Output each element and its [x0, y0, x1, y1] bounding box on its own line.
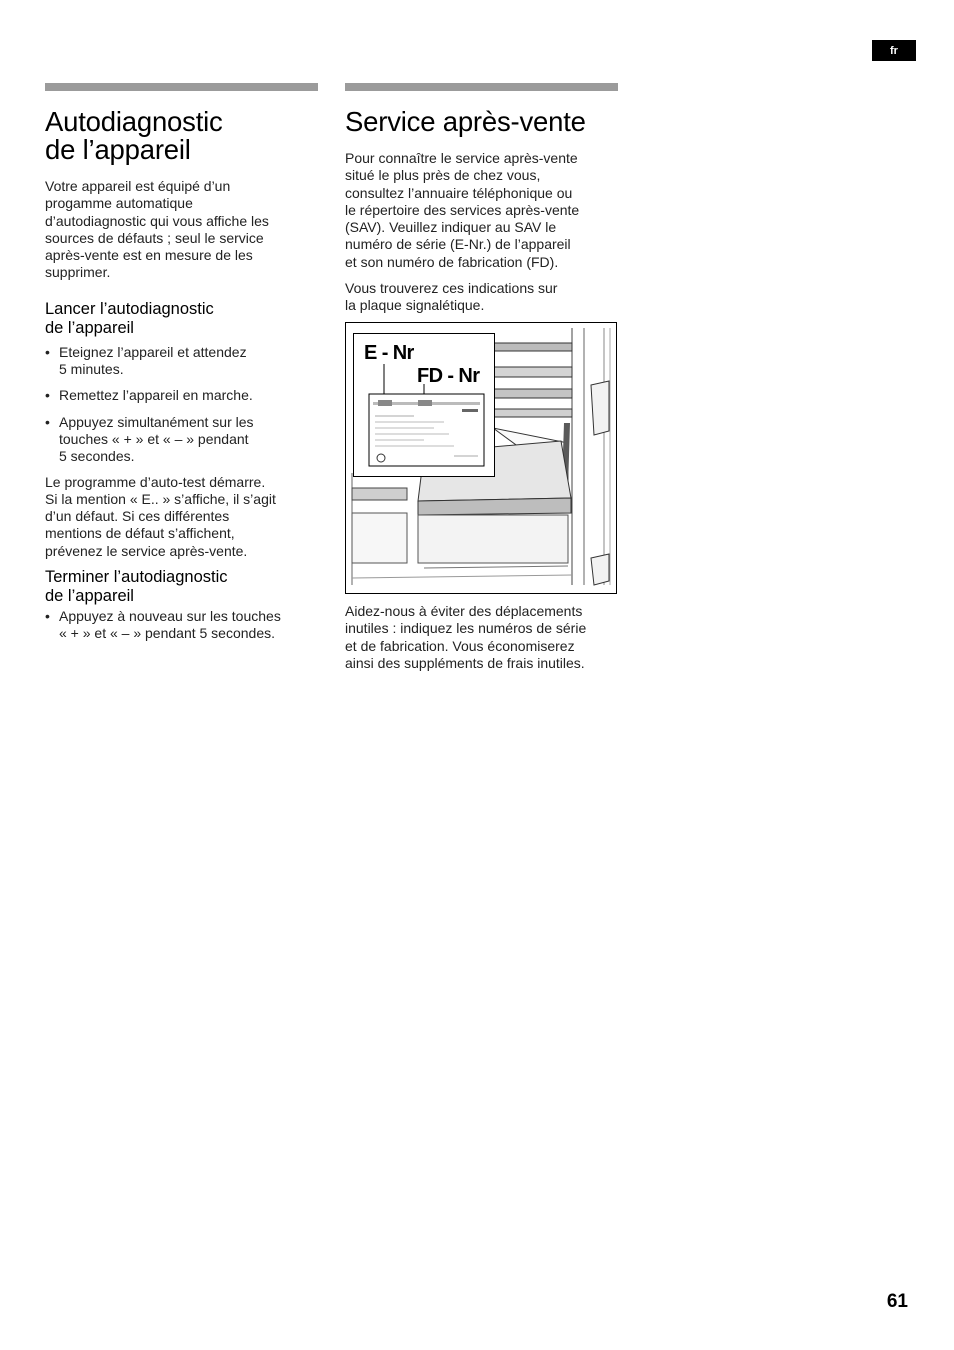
left-column: [45, 83, 318, 643]
e-nr-label: E - Nr: [364, 342, 414, 364]
list-item: • Remettez l’appareil en marche.: [45, 387, 253, 404]
result-paragraph: Le programme d’auto-test démarre. Si la mention « E.. » s’affiche, il s’agit d’un défaut. Si ces différentes mentions de défaut s’affichent, prévenez le service après-vente.: [45, 473, 276, 559]
left-title-line2: de l’appareil: [45, 134, 191, 165]
left-title-line1: Autodiagnostic: [45, 106, 223, 137]
section-heading-finish: Terminer l’autodiagnostic de l’appareil: [45, 568, 228, 606]
left-title: [45, 108, 318, 164]
closing-paragraph: Aidez-nous à éviter des déplacements inutiles : indiquez les numéros de série et de fabrication. Vous économiserez ainsi des suppléments de frais inutiles.: [345, 603, 587, 671]
right-title: Service après-vente: [345, 106, 586, 137]
list-item: • Eteignez l’appareil et attendez 5 minutes.: [45, 343, 247, 378]
right-column: [345, 83, 618, 315]
section-heading-start: Lancer l’autodiagnostic de l’appareil: [45, 299, 214, 337]
list-item: • Appuyez à nouveau sur les touches « + » et « – » pendant 5 secondes.: [45, 608, 281, 642]
language-badge: fr: [872, 40, 916, 61]
section-divider-bar: [345, 83, 618, 91]
rating-plate-drawing: [354, 334, 494, 476]
page-number: 61: [886, 1291, 908, 1312]
service-intro-paragraph: Pour connaître le service après-vente situé le plus près de chez vous, consultez l’annuaire téléphonique ou le répertoire des services après-vente (SAV). Veuillez indiquer au SAV le numéro de série (E-Nr.) de l’appareil et son numéro de fabrication (FD).: [345, 150, 580, 270]
finish-steps-list: [45, 608, 318, 643]
section-divider-bar: [45, 83, 318, 91]
start-steps-list: [45, 344, 318, 466]
rating-plate-figure: [345, 322, 617, 594]
list-item: • Appuyez simultanément sur les touches « + » et « – » pendant 5 secondes.: [45, 413, 254, 465]
fd-nr-label: FD - Nr: [417, 365, 480, 387]
intro-paragraph: Votre appareil est équipé d’un progamme automatique d’autodiagnostic qui vous affiche les sources de défauts ; seul le service après-vente est en mesure de les supprimer.: [45, 178, 269, 281]
rating-plate-callout: [353, 333, 495, 477]
closing-block: [345, 603, 618, 672]
location-paragraph: Vous trouverez ces indications sur la plaque signalétique.: [345, 280, 558, 314]
